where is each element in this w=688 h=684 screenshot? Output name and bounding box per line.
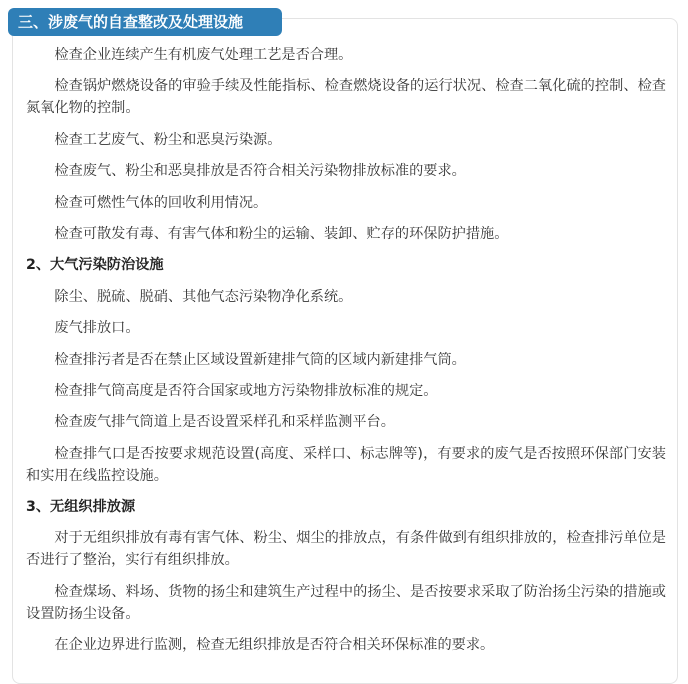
article-body [26, 44, 666, 666]
paragraph: 检查废气、粉尘和恶臭排放是否符合相关污染物排放标准的要求。 [54, 163, 466, 180]
paragraph: 检查排气口是否按要求规范设置(高度、采样口、标志牌等)，有要求的废气是否按照环保部门安装和实用在线监控设施。 [26, 445, 666, 484]
paragraph: 检查可散发有毒、有害气体和粉尘的运输、装卸、贮存的环保防护措施。 [54, 225, 509, 242]
paragraph: 检查煤场、料场、货物的扬尘和建筑生产过程中的扬尘、是否按要求采取了防治扬尘污染的措施或设置防扬尘设备。 [26, 583, 666, 622]
subheading: 3、无组织排放源 [26, 499, 136, 516]
paragraph: 除尘、脱硫、脱硝、其他气态污染物净化系统。 [54, 288, 353, 305]
paragraph: 对于无组织排放有毒有害气体、粉尘、烟尘的排放点，有条件做到有组织排放的，检查排污单位是否进行了整治，实行有组织排放。 [26, 530, 666, 569]
paragraph: 检查废气排气筒道上是否设置采样孔和采样监测平台。 [54, 414, 395, 431]
paragraph: 在企业边界进行监测，检查无组织排放是否符合相关环保标准的要求。 [54, 637, 495, 654]
paragraph: 检查排污者是否在禁止区域设置新建排气筒的区域内新建排气筒。 [54, 351, 466, 368]
paragraph: 废气排放口。 [54, 320, 140, 337]
paragraph: 检查企业连续产生有机废气处理工艺是否合理。 [54, 47, 353, 63]
paragraph: 检查锅炉燃烧设备的审验手续及性能指标、检查燃烧设备的运行状况、检查二氧化硫的控制、检查氮氧化物的控制。 [26, 78, 666, 117]
paragraph: 检查工艺废气、粉尘和恶臭污染源。 [54, 131, 282, 148]
paragraph: 检查排气筒高度是否符合国家或地方污染物排放标准的规定。 [54, 382, 438, 399]
paragraph: 检查可燃性气体的回收利用情况。 [54, 194, 268, 211]
subheading: 2、大气污染防治设施 [26, 257, 164, 274]
section-title: 三、涉废气的自查整改及处理设施 [8, 8, 282, 36]
